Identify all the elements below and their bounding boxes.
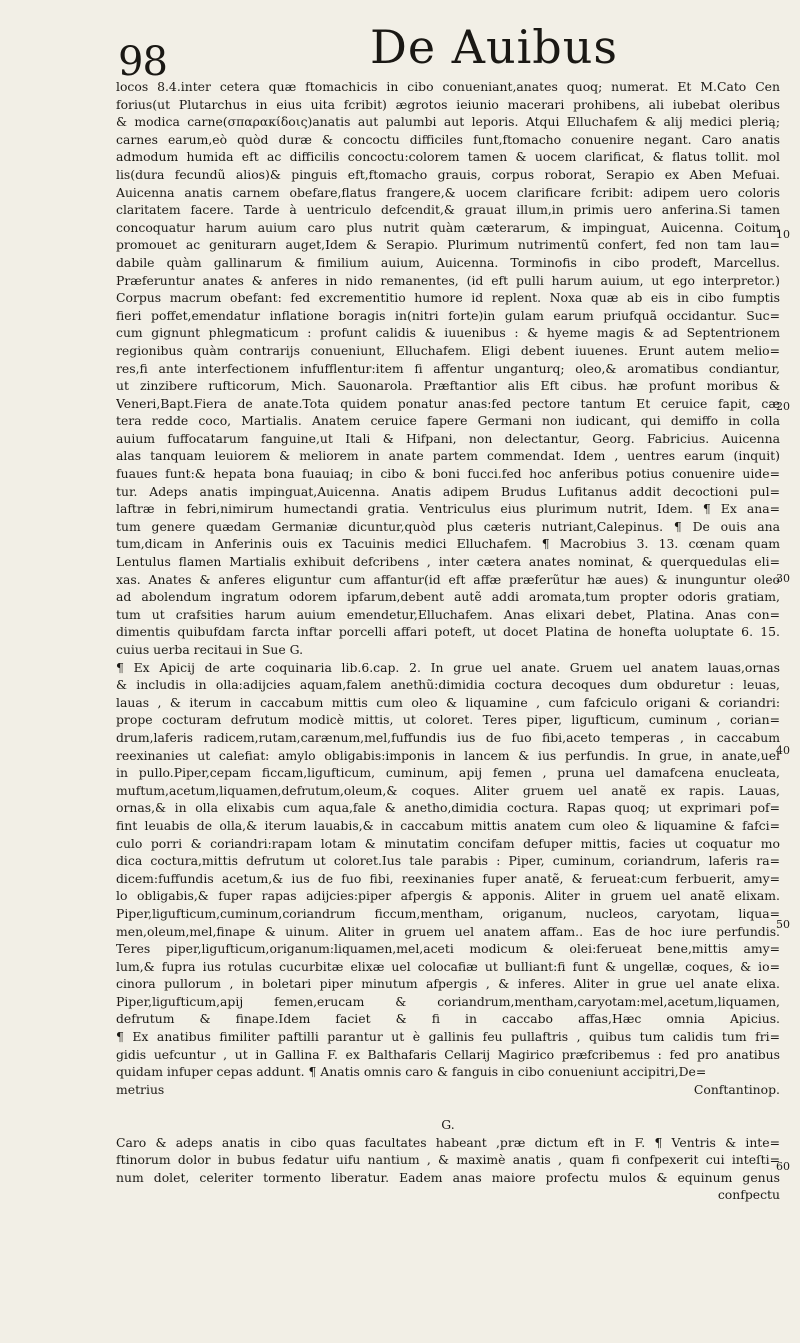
text-line: Auicenna anatis carnem obefare,flatus frangere,& uocem clarificare fcribit: adipem uero coloris [116, 184, 780, 200]
margin-line-number: 10 [776, 228, 790, 241]
text-line: ¶ Ex anatibus fimiliter paftilli parantur ut è gallinis feu pullaftris , quibus tum calidis tum fri= [116, 1029, 780, 1045]
text-line: prope cocturam defrutum modicè mittis, ut coloret. Teres piper, ligufticum, cuminum , corian= [116, 712, 780, 728]
body-text [116, 78, 780, 1204]
text-line: lauas , & iterum in caccabum mittis cum oleo & liquamine , cum fafciculo origani & coriandri: [116, 694, 780, 710]
text-line: res,fi ante interfectionem infufflentur:item fi affentur unganturq; oleo,& aromatibus condiantur, [116, 360, 780, 376]
text-line: fieri poffet,emendatur inflatione boragis in(nitri forte)in gulam earum priufquã occidantur. Suc= [116, 307, 780, 323]
text-line: dimentis quibufdam farcta inftar porcelli affari poteft, ut docet Platina de honefta uoluptate 6. 15. [116, 624, 780, 640]
text-line: regionibus quàm contrarijs conueniunt, Elluchafem. Eligi debent iuuenes. Erunt autem melio= [116, 342, 780, 358]
text-line: locos 8.4.inter cetera quæ ftomachicis in cibo conueniant,anates quoq; numerat. Et M.Cato Cen [116, 79, 780, 94]
text-line: Teres piper,ligufticum,origanum:liquamen,mel,aceti modicum & olei:ferueat bene,mittis amy= [116, 941, 780, 957]
text-line: tum ut crafsities harum auium emendetur,Elluchafem. Anas elixari debet, Platina. Anas con= [116, 606, 780, 622]
text-line: tur. Adeps anatis impinguat,Auicenna. Anatis adipem Brudus Lufitanus addit decoctioni pul= [116, 483, 780, 499]
text-line: dicem:fuffundis acetum,& ius de fuo fibi, reexinanies fuper anatẽ, & ferueat:cum ferbuerit, amy= [116, 870, 780, 886]
margin-line-number: 20 [776, 400, 790, 413]
text-line: tum genere quædam Germaniæ dicuntur,quòd plus cæteris nutriant,Calepinus. ¶ De ouis ana [116, 518, 780, 534]
text-line: muftum,acetum,liquamen,defrutum,oleum,& coques. Aliter gruem uel anatẽ ex rapis. Lauas, [116, 782, 780, 798]
text-line: num dolet, celeriter tormento liberatur. Eadem anas maiore profectu mulos & equinum genus [116, 1169, 780, 1185]
text-line: auium fuffocatarum fanguine,ut Itali & Hifpani, non delectantur, Georg. Fabricius. Auicenna [116, 430, 780, 446]
text-line: defrutum & finape.Idem faciet & fi in caccabo affas,Hæc omnia Apicius. [116, 1011, 780, 1027]
text-line: Piper,ligufticum,apij femen,erucam & coriandrum,mentham,caryotam:mel,acetum,liquamen, [116, 993, 780, 1009]
text-line: men,oleum,mel,finape & uinum. Aliter in gruem uel anatem affam.. Eas de hoc iure perfundis. [116, 923, 780, 939]
text-line: metrius Conftantinop. [116, 1081, 780, 1097]
page-number: 98 [118, 39, 167, 85]
text-line: reexinanies ut calefiat: amylo obligabis:imponis in lancem & ius perfundis. In grue, in anate,uel [116, 747, 780, 763]
text-line: Veneri,Bapt.Fiera de anate.Tota quidem ponatur anas:fed pectore tantum Et ceruice fapit, cæ [116, 395, 780, 411]
text-line: laftræ in febri,nimirum humectandi gratia. Ventriculus eius plurimum nutrit, Idem. ¶ Ex ana= [116, 501, 780, 517]
text-line: ad abolendum ingratum odorem ipfarum,debent autẽ addi aromata,tum propter odoris gratiam, [116, 589, 780, 605]
margin-line-number: 30 [776, 572, 790, 585]
text-line: admodum humida eft ac difficilis concoctu:colorem tamen & uocem clarificat, & flatus tollit. mol [116, 149, 780, 165]
margin-line-number: 50 [776, 918, 790, 931]
text-line: in pullo.Piper,cepam ficcam,ligufticum, cuminum, apij femen , pruna uel damafcena enucleata, [116, 765, 780, 781]
text-line: forius(ut Plutarchus in eius uita fcribit) ægrotos ieiunio macerari prohibens, ali iubebat oleribus [116, 96, 780, 112]
text-line: claritatem facere. Tarde à uentriculo defcendit,& grauat illum,in primis uero anferina.Si tamen [116, 202, 780, 218]
text-line: lum,& fupra ius rotulas cucurbitæ elixæ uel colocafiæ ut bulliant:fi funt & ungellæ, coques, & io= [116, 958, 780, 974]
running-head: De Auibus [370, 20, 618, 74]
section-letter: G. [441, 1117, 455, 1133]
text-line: fint leuabis de olla,& iterum lauabis,& in caccabum mittis anatem cum oleo & liquamine & fafci= [116, 817, 780, 833]
text-line: cuius uerba recitaui in Sue G. [116, 642, 304, 657]
text-line: ut zinzibere rufticorum, Mich. Sauonarola. Præftantior alis Eft cibus. hæ profunt moribus & [116, 378, 780, 394]
text-line: xas. Anates & anferes eliguntur cum affantur(id eft affæ præferũtur hæ aues) & inunguntur oleo [116, 571, 780, 587]
text-line: tum,dicam in Anferinis ouis ex Tacuinis medici Elluchafem. ¶ Macrobius 3. 13. cœnam quam [116, 536, 780, 552]
text-line: cum gignunt phlegmaticum : profunt calidis & iuuenibus : & hyeme magis & ad Septentrionem [116, 325, 780, 341]
text-line: drum,laferis radicem,rutam,carænum,mel,fuffundis ius de fuo fibi,aceto temperas , in caccabum [116, 729, 780, 745]
text-line: alas tanquam leuiorem & meliorem in anate partem commendat. Idem , uentres earum (inquit) [116, 448, 780, 464]
text-line: Corpus macrum obefant: fed excrementitio humore id replent. Noxa quæ ab eis in cibo fumptis [116, 290, 780, 306]
text-line: Lentulus flamen Martialis exhibuit defcribens , inter cætera anates nominat, & querquedulas eli= [116, 554, 780, 570]
text-line: dabile quàm gallinarum & fimilium auium, Auicenna. Torminofis in cibo prodeft, Marcellus. [116, 254, 780, 270]
text-line: ftinorum dolor in bubus fedatur uifu nantium , & maximè anatis , quam fi confpexerit cui inteſti= [116, 1152, 780, 1168]
text-line: dica coctura,mittis defrutum ut coloret.Ius tale parabis : Piper, cuminum, coriandrum, laferis ra= [116, 853, 780, 869]
text-line: Caro & adeps anatis in cibo quas facultates habeant ,præ dictum eft in F. ¶ Ventris & inte= [116, 1134, 780, 1150]
text-line: lo obligabis,& fuper rapas adijcies:piper afpergis & apponis. Aliter in gruem uel anatẽ elixam. [116, 888, 780, 904]
text-line: promouet ac geniturarn auget,Idem & Serapio. Plurimum nutrimentũ confert, fed non tam lau= [116, 237, 780, 253]
text-line: tera redde coco, Martialis. Anatem ceruice fapere Germani non iudicant, qui demiffo in colla [116, 413, 780, 429]
text-line: fuaues funt:& hepata bona fuauiaq; in cibo & boni fucci.fed hoc anferibus potius conuenire uide= [116, 466, 780, 482]
text-line: & includis in olla:adijcies aquam,falem anethũ:dimidia coctura decoques dum obduretur : leuas, [116, 677, 780, 693]
text-line: Præferuntur anates & anferes in nido remanentes, (id eft pulli harum auium, ut ego interpretor.) [116, 272, 780, 288]
text-line: & modica carne(σπαρακίδοις)anatis aut palumbi aut leporis. Atqui Elluchafem & alij medici plerią; [116, 114, 780, 130]
text-line: Piper,ligufticum,cuminum,coriandrum ficcum,mentham, origanum, nucleos, caryotam, liqua= [116, 905, 780, 921]
margin-line-number: 40 [776, 744, 790, 757]
text-line: lis(dura fecundũ alios)& pinguis eft,ftomacho grauis, corpus roborat, Serapio ex Aben Mefuai. [116, 166, 780, 182]
text-line: cinora pullorum , in boletari piper minutum afpergis , & inferes. Aliter in grue uel anate elixa. [116, 976, 780, 992]
text-line: carnes earum,eò quòd duræ & concoctu difficiles funt,ftomacho conuenire negant. Caro anatis [116, 131, 780, 147]
text-line: ¶ Ex Apicij de arte coquinaria lib.6.cap. 2. In grue uel anate. Gruem uel anatem lauas,ornas [116, 659, 780, 675]
text-line: ornas,& in olla elixabis cum aqua,fale & anetho,dimidia coctura. Rapas quoq; ut exprimari pof= [116, 800, 780, 816]
text-line: gidis uefcuntur , ut in Gallina F. ex Balthafaris Cellarij Magirico præfcribemus : fed pro anatibus [116, 1046, 780, 1062]
margin-line-number: 60 [776, 1160, 790, 1173]
catchword: confpectu [717, 1187, 780, 1203]
text-line: quidam infuper cepas addunt. ¶ Anatis omnis caro & fanguis in cibo conueniunt accipitri,De= [116, 1064, 707, 1080]
text-line: culo porri & coriandri:rapam lotam & minutatim concifam defuper mittis, facies ut coquatur mo [116, 835, 780, 851]
text-line: concoquatur harum auium caro plus nutrit quàm cæterarum, & impinguat, Auicenna. Coitum [116, 219, 780, 235]
paragraph-gap [116, 1098, 780, 1116]
